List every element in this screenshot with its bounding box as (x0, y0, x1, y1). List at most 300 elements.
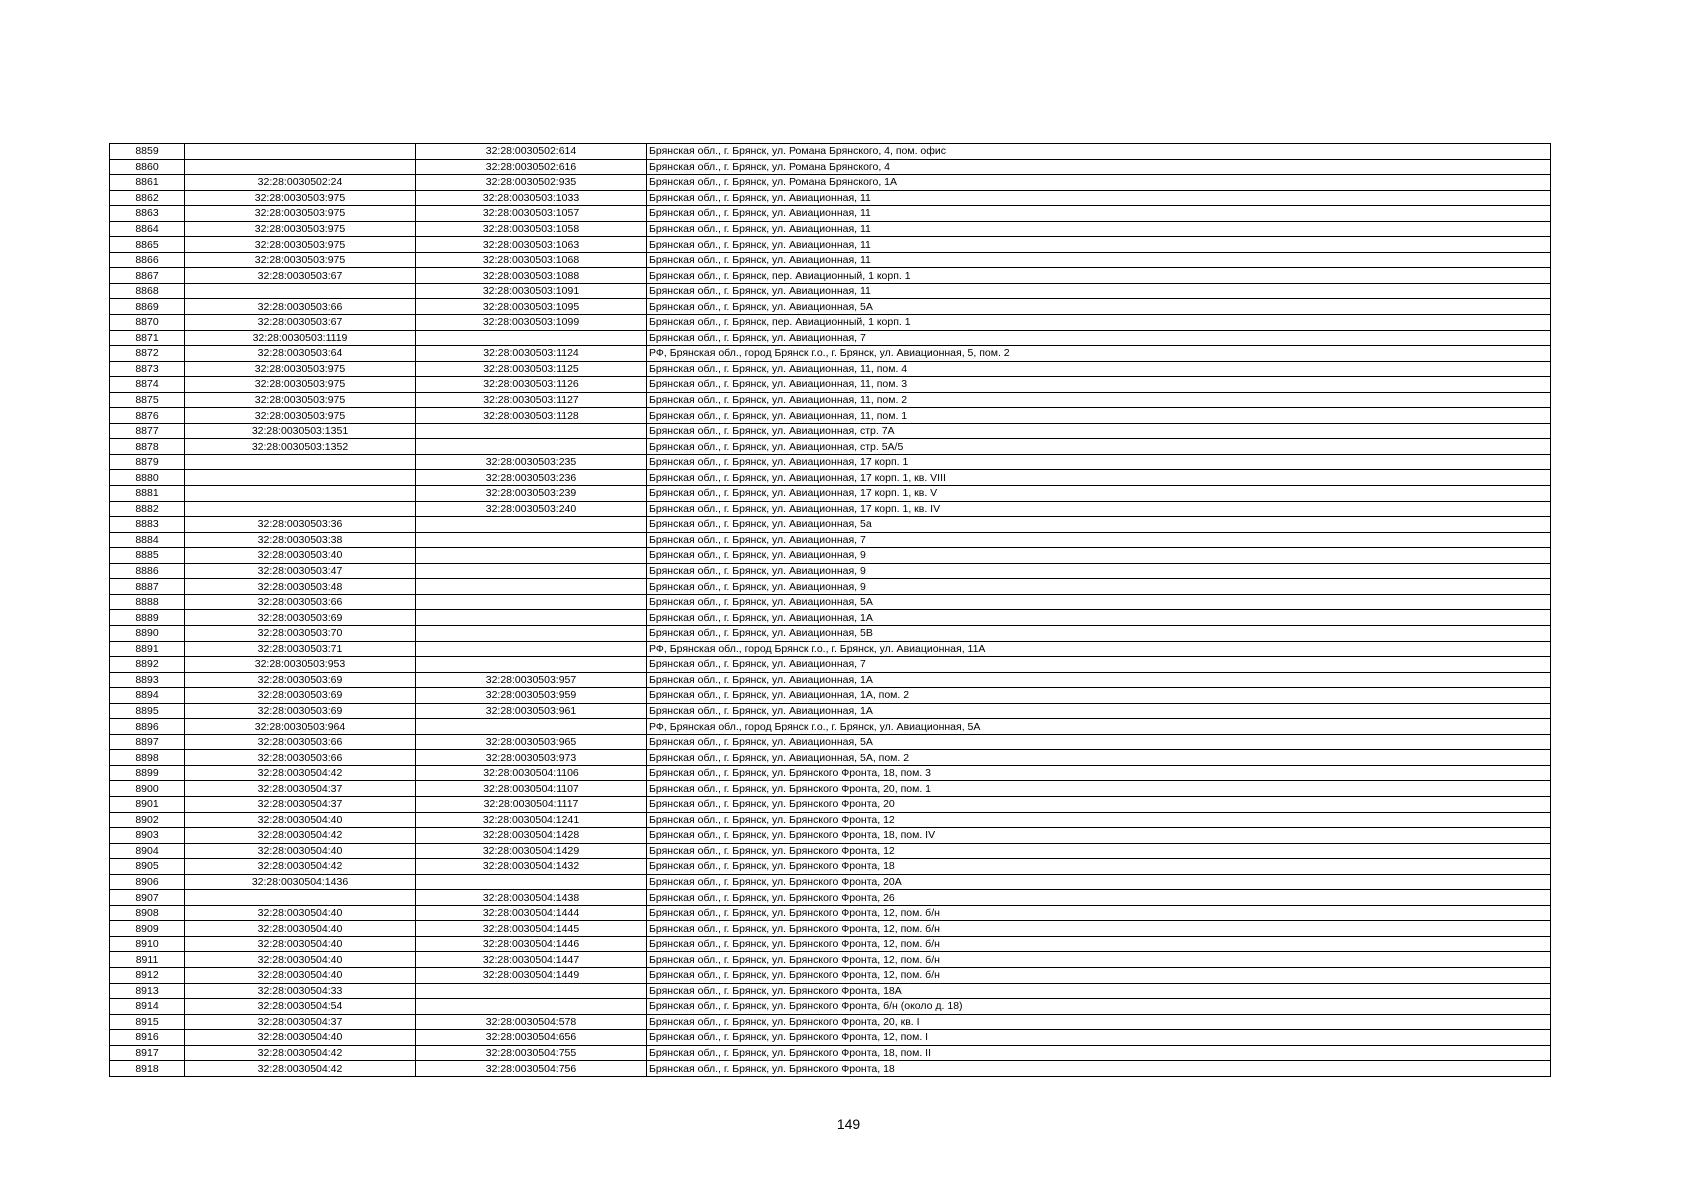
address-cell: Брянская обл., г. Брянск, ул. Авиационная, 7 (647, 330, 1551, 346)
page-number: 149 (836, 1116, 861, 1132)
table-row (110, 470, 1551, 486)
row-number-cell: 8911 (110, 952, 185, 968)
address-cell: Брянская обл., г. Брянск, ул. Брянского Фронта, 12, пом. б/н (647, 936, 1551, 952)
land-cadastral-number-cell: 32:28:0030504:42 (185, 765, 416, 781)
land-cadastral-number-cell: 32:28:0030504:40 (185, 905, 416, 921)
row-number-cell: 8894 (110, 688, 185, 704)
land-cadastral-number-cell: 32:28:0030503:38 (185, 532, 416, 548)
address-cell: Брянская обл., г. Брянск, ул. Авиационная, 11 (647, 206, 1551, 222)
land-cadastral-number-cell (185, 501, 416, 517)
object-cadastral-number-cell: 32:28:0030503:1033 (416, 190, 647, 206)
row-number-cell: 8874 (110, 377, 185, 393)
land-cadastral-number-cell: 32:28:0030503:69 (185, 610, 416, 626)
table-row (110, 843, 1551, 859)
object-cadastral-number-cell: 32:28:0030504:1106 (416, 765, 647, 781)
row-number-cell: 8864 (110, 221, 185, 237)
land-cadastral-number-cell: 32:28:0030503:975 (185, 252, 416, 268)
address-cell: Брянская обл., г. Брянск, ул. Брянского Фронта, 20, кв. I (647, 1014, 1551, 1030)
row-number-cell: 8914 (110, 999, 185, 1015)
address-cell: Брянская обл., г. Брянск, ул. Брянского Фронта, 26 (647, 890, 1551, 906)
land-cadastral-number-cell: 32:28:0030503:64 (185, 346, 416, 362)
object-cadastral-number-cell: 32:28:0030503:235 (416, 454, 647, 470)
address-cell: Брянская обл., г. Брянск, ул. Брянского Фронта, 18, пом. 3 (647, 765, 1551, 781)
address-cell: Брянская обл., г. Брянск, ул. Брянского Фронта, 18, пом. IV (647, 828, 1551, 844)
land-cadastral-number-cell: 32:28:0030503:975 (185, 377, 416, 393)
object-cadastral-number-cell: 32:28:0030503:1124 (416, 346, 647, 362)
object-cadastral-number-cell: 32:28:0030504:1444 (416, 905, 647, 921)
address-cell: Брянская обл., г. Брянск, ул. Авиационная, 17 корп. 1, кв. VIII (647, 470, 1551, 486)
object-cadastral-number-cell (416, 719, 647, 735)
land-cadastral-number-cell: 32:28:0030504:42 (185, 1061, 416, 1077)
address-cell: Брянская обл., г. Брянск, пер. Авиационный, 1 корп. 1 (647, 315, 1551, 331)
row-number-cell: 8865 (110, 237, 185, 253)
table-row (110, 268, 1551, 284)
land-cadastral-number-cell (185, 890, 416, 906)
land-cadastral-number-cell: 32:28:0030503:975 (185, 408, 416, 424)
land-cadastral-number-cell: 32:28:0030503:69 (185, 688, 416, 704)
object-cadastral-number-cell (416, 610, 647, 626)
land-cadastral-number-cell: 32:28:0030503:67 (185, 315, 416, 331)
table-row (110, 703, 1551, 719)
land-cadastral-number-cell: 32:28:0030504:40 (185, 812, 416, 828)
land-cadastral-number-cell: 32:28:0030504:42 (185, 828, 416, 844)
row-number-cell: 8915 (110, 1014, 185, 1030)
row-number-cell: 8904 (110, 843, 185, 859)
row-number-cell: 8899 (110, 765, 185, 781)
row-number-cell: 8873 (110, 361, 185, 377)
table-row (110, 377, 1551, 393)
address-cell: Брянская обл., г. Брянск, ул. Авиационная, 17 корп. 1 (647, 454, 1551, 470)
object-cadastral-number-cell: 32:28:0030503:965 (416, 734, 647, 750)
address-cell: РФ, Брянская обл., город Брянск г.о., г. Брянск, ул. Авиационная, 5А (647, 719, 1551, 735)
address-cell: Брянская обл., г. Брянск, ул. Авиационная, 1А (647, 703, 1551, 719)
address-cell: Брянская обл., г. Брянск, ул. Авиационная, 9 (647, 563, 1551, 579)
land-cadastral-number-cell: 32:28:0030504:40 (185, 1030, 416, 1046)
table-row (110, 563, 1551, 579)
address-cell: Брянская обл., г. Брянск, ул. Авиационная, 11 (647, 252, 1551, 268)
object-cadastral-number-cell: 32:28:0030503:1099 (416, 315, 647, 331)
address-cell: Брянская обл., г. Брянск, ул. Авиационная, 5А, пом. 2 (647, 750, 1551, 766)
address-cell: Брянская обл., г. Брянск, ул. Авиационная, стр. 5А/5 (647, 439, 1551, 455)
row-number-cell: 8890 (110, 625, 185, 641)
land-cadastral-number-cell: 32:28:0030502:24 (185, 175, 416, 191)
row-number-cell: 8889 (110, 610, 185, 626)
table-row (110, 423, 1551, 439)
object-cadastral-number-cell: 32:28:0030502:614 (416, 144, 647, 160)
table-row (110, 1045, 1551, 1061)
table-row (110, 796, 1551, 812)
land-cadastral-number-cell: 32:28:0030503:70 (185, 625, 416, 641)
object-cadastral-number-cell: 32:28:0030503:1091 (416, 283, 647, 299)
object-cadastral-number-cell (416, 439, 647, 455)
address-cell: РФ, Брянская обл., город Брянск г.о., г. Брянск, ул. Авиационная, 11А (647, 641, 1551, 657)
address-cell: Брянская обл., г. Брянск, ул. Авиационная, 5А (647, 734, 1551, 750)
land-cadastral-number-cell: 32:28:0030504:40 (185, 952, 416, 968)
row-number-cell: 8917 (110, 1045, 185, 1061)
table-row (110, 283, 1551, 299)
object-cadastral-number-cell: 32:28:0030504:1428 (416, 828, 647, 844)
table-row (110, 532, 1551, 548)
row-number-cell: 8872 (110, 346, 185, 362)
table-row (110, 548, 1551, 564)
object-cadastral-number-cell: 32:28:0030504:656 (416, 1030, 647, 1046)
table-row (110, 392, 1551, 408)
address-cell: Брянская обл., г. Брянск, ул. Авиационная, 11, пом. 2 (647, 392, 1551, 408)
land-cadastral-number-cell (185, 283, 416, 299)
row-number-cell: 8878 (110, 439, 185, 455)
table-row (110, 672, 1551, 688)
land-cadastral-number-cell: 32:28:0030504:33 (185, 983, 416, 999)
object-cadastral-number-cell (416, 594, 647, 610)
object-cadastral-number-cell: 32:28:0030503:1063 (416, 237, 647, 253)
row-number-cell: 8896 (110, 719, 185, 735)
address-cell: Брянская обл., г. Брянск, ул. Авиационная, 5А (647, 594, 1551, 610)
table-row (110, 1030, 1551, 1046)
table-row (110, 936, 1551, 952)
table-row (110, 967, 1551, 983)
address-cell: Брянская обл., г. Брянск, ул. Авиационная, 1А (647, 610, 1551, 626)
row-number-cell: 8907 (110, 890, 185, 906)
land-cadastral-number-cell: 32:28:0030504:40 (185, 967, 416, 983)
land-cadastral-number-cell: 32:28:0030503:1119 (185, 330, 416, 346)
address-cell: Брянская обл., г. Брянск, ул. Авиационная, 1А (647, 672, 1551, 688)
object-cadastral-number-cell: 32:28:0030504:1449 (416, 967, 647, 983)
object-cadastral-number-cell: 32:28:0030503:1058 (416, 221, 647, 237)
table-row (110, 688, 1551, 704)
address-cell: Брянская обл., г. Брянск, ул. Авиационная, 7 (647, 532, 1551, 548)
address-cell: Брянская обл., г. Брянск, ул. Брянского Фронта, б/н (около д. 18) (647, 999, 1551, 1015)
object-cadastral-number-cell (416, 532, 647, 548)
row-number-cell: 8908 (110, 905, 185, 921)
land-cadastral-number-cell: 32:28:0030504:42 (185, 1045, 416, 1061)
land-cadastral-number-cell: 32:28:0030504:37 (185, 796, 416, 812)
table-row (110, 486, 1551, 502)
row-number-cell: 8891 (110, 641, 185, 657)
row-number-cell: 8898 (110, 750, 185, 766)
address-cell: Брянская обл., г. Брянск, ул. Брянского Фронта, 20 (647, 796, 1551, 812)
object-cadastral-number-cell (416, 517, 647, 533)
address-cell: Брянская обл., г. Брянск, ул. Брянского Фронта, 18, пом. II (647, 1045, 1551, 1061)
address-cell: Брянская обл., г. Брянск, ул. Брянского Фронта, 20А (647, 874, 1551, 890)
address-cell: Брянская обл., г. Брянск, ул. Авиационная, 17 корп. 1, кв. IV (647, 501, 1551, 517)
object-cadastral-number-cell: 32:28:0030503:957 (416, 672, 647, 688)
object-cadastral-number-cell: 32:28:0030503:1128 (416, 408, 647, 424)
row-number-cell: 8909 (110, 921, 185, 937)
address-cell: Брянская обл., г. Брянск, ул. Авиационная, 11 (647, 237, 1551, 253)
address-cell: Брянская обл., г. Брянск, ул. Авиационная, 5а (647, 517, 1551, 533)
land-cadastral-number-cell: 32:28:0030503:47 (185, 563, 416, 579)
address-cell: Брянская обл., г. Брянск, ул. Брянского Фронта, 20, пом. 1 (647, 781, 1551, 797)
address-cell: Брянская обл., г. Брянск, ул. Брянского Фронта, 12 (647, 843, 1551, 859)
table-row (110, 299, 1551, 315)
row-number-cell: 8861 (110, 175, 185, 191)
table-row (110, 408, 1551, 424)
object-cadastral-number-cell: 32:28:0030504:1446 (416, 936, 647, 952)
row-number-cell: 8900 (110, 781, 185, 797)
table-row (110, 159, 1551, 175)
object-cadastral-number-cell: 32:28:0030504:1429 (416, 843, 647, 859)
table-row (110, 610, 1551, 626)
land-cadastral-number-cell: 32:28:0030503:40 (185, 548, 416, 564)
address-cell: Брянская обл., г. Брянск, ул. Авиационная, стр. 7А (647, 423, 1551, 439)
object-cadastral-number-cell: 32:28:0030504:1445 (416, 921, 647, 937)
row-number-cell: 8870 (110, 315, 185, 331)
object-cadastral-number-cell (416, 999, 647, 1015)
table-row (110, 175, 1551, 191)
object-cadastral-number-cell: 32:28:0030504:1241 (416, 812, 647, 828)
table-row (110, 905, 1551, 921)
table-row (110, 750, 1551, 766)
table-row (110, 346, 1551, 362)
address-cell: Брянская обл., г. Брянск, ул. Брянского Фронта, 12 (647, 812, 1551, 828)
object-cadastral-number-cell: 32:28:0030503:961 (416, 703, 647, 719)
land-cadastral-number-cell: 32:28:0030503:48 (185, 579, 416, 595)
address-cell: Брянская обл., г. Брянск, ул. Авиационная, 17 корп. 1, кв. V (647, 486, 1551, 502)
address-cell: РФ, Брянская обл., город Брянск г.о., г. Брянск, ул. Авиационная, 5, пом. 2 (647, 346, 1551, 362)
land-cadastral-number-cell (185, 144, 416, 160)
object-cadastral-number-cell: 32:28:0030503:1125 (416, 361, 647, 377)
row-number-cell: 8883 (110, 517, 185, 533)
land-cadastral-number-cell: 32:28:0030503:964 (185, 719, 416, 735)
object-cadastral-number-cell: 32:28:0030504:1107 (416, 781, 647, 797)
land-cadastral-number-cell: 32:28:0030503:975 (185, 237, 416, 253)
table-row (110, 641, 1551, 657)
address-cell: Брянская обл., г. Брянск, ул. Авиационная, 7 (647, 657, 1551, 673)
table-row (110, 1061, 1551, 1077)
land-cadastral-number-cell: 32:28:0030503:71 (185, 641, 416, 657)
object-cadastral-number-cell: 32:28:0030503:1057 (416, 206, 647, 222)
address-cell: Брянская обл., г. Брянск, ул. Романа Брянского, 1А (647, 175, 1551, 191)
land-cadastral-number-cell: 32:28:0030503:66 (185, 299, 416, 315)
land-cadastral-number-cell (185, 454, 416, 470)
row-number-cell: 8875 (110, 392, 185, 408)
land-cadastral-number-cell: 32:28:0030503:66 (185, 734, 416, 750)
row-number-cell: 8881 (110, 486, 185, 502)
object-cadastral-number-cell: 32:28:0030504:1432 (416, 859, 647, 875)
table-row (110, 874, 1551, 890)
table-row (110, 361, 1551, 377)
row-number-cell: 8895 (110, 703, 185, 719)
land-cadastral-number-cell (185, 159, 416, 175)
object-cadastral-number-cell: 32:28:0030504:755 (416, 1045, 647, 1061)
address-cell: Брянская обл., г. Брянск, пер. Авиационный, 1 корп. 1 (647, 268, 1551, 284)
table-row (110, 330, 1551, 346)
land-cadastral-number-cell: 32:28:0030503:69 (185, 703, 416, 719)
address-cell: Брянская обл., г. Брянск, ул. Авиационная, 11 (647, 221, 1551, 237)
row-number-cell: 8912 (110, 967, 185, 983)
object-cadastral-number-cell (416, 641, 647, 657)
land-cadastral-number-cell: 32:28:0030503:36 (185, 517, 416, 533)
land-cadastral-number-cell: 32:28:0030503:1352 (185, 439, 416, 455)
object-cadastral-number-cell: 32:28:0030503:973 (416, 750, 647, 766)
table-row (110, 237, 1551, 253)
object-cadastral-number-cell (416, 874, 647, 890)
land-cadastral-number-cell: 32:28:0030503:1351 (185, 423, 416, 439)
registry-table-body (110, 144, 1551, 1077)
row-number-cell: 8887 (110, 579, 185, 595)
table-row (110, 501, 1551, 517)
object-cadastral-number-cell (416, 625, 647, 641)
address-cell: Брянская обл., г. Брянск, ул. Авиационная, 11, пом. 4 (647, 361, 1551, 377)
row-number-cell: 8918 (110, 1061, 185, 1077)
address-cell: Брянская обл., г. Брянск, ул. Авиационная, 1А, пом. 2 (647, 688, 1551, 704)
object-cadastral-number-cell (416, 579, 647, 595)
land-cadastral-number-cell: 32:28:0030503:67 (185, 268, 416, 284)
object-cadastral-number-cell: 32:28:0030504:1447 (416, 952, 647, 968)
land-cadastral-number-cell: 32:28:0030503:66 (185, 750, 416, 766)
table-row (110, 921, 1551, 937)
object-cadastral-number-cell: 32:28:0030503:239 (416, 486, 647, 502)
row-number-cell: 8862 (110, 190, 185, 206)
address-cell: Брянская обл., г. Брянск, ул. Авиационная, 9 (647, 579, 1551, 595)
object-cadastral-number-cell: 32:28:0030502:935 (416, 175, 647, 191)
object-cadastral-number-cell (416, 563, 647, 579)
table-row (110, 454, 1551, 470)
object-cadastral-number-cell: 32:28:0030503:959 (416, 688, 647, 704)
table-row (110, 625, 1551, 641)
row-number-cell: 8910 (110, 936, 185, 952)
row-number-cell: 8880 (110, 470, 185, 486)
land-cadastral-number-cell: 32:28:0030503:975 (185, 361, 416, 377)
row-number-cell: 8867 (110, 268, 185, 284)
table-row (110, 594, 1551, 610)
row-number-cell: 8903 (110, 828, 185, 844)
address-cell: Брянская обл., г. Брянск, ул. Авиационная, 5В (647, 625, 1551, 641)
registry-table (109, 143, 1551, 1077)
land-cadastral-number-cell: 32:28:0030504:37 (185, 781, 416, 797)
table-row (110, 781, 1551, 797)
row-number-cell: 8901 (110, 796, 185, 812)
table-row (110, 252, 1551, 268)
table-row (110, 765, 1551, 781)
table-row (110, 812, 1551, 828)
land-cadastral-number-cell: 32:28:0030503:69 (185, 672, 416, 688)
land-cadastral-number-cell: 32:28:0030504:1436 (185, 874, 416, 890)
table-row (110, 719, 1551, 735)
table-row (110, 999, 1551, 1015)
table-row (110, 1014, 1551, 1030)
land-cadastral-number-cell: 32:28:0030504:42 (185, 859, 416, 875)
land-cadastral-number-cell: 32:28:0030503:975 (185, 190, 416, 206)
address-cell: Брянская обл., г. Брянск, ул. Брянского Фронта, 18 (647, 859, 1551, 875)
row-number-cell: 8871 (110, 330, 185, 346)
object-cadastral-number-cell: 32:28:0030503:1126 (416, 377, 647, 393)
land-cadastral-number-cell (185, 486, 416, 502)
land-cadastral-number-cell: 32:28:0030503:975 (185, 221, 416, 237)
table-row (110, 439, 1551, 455)
object-cadastral-number-cell: 32:28:0030502:616 (416, 159, 647, 175)
row-number-cell: 8893 (110, 672, 185, 688)
row-number-cell: 8882 (110, 501, 185, 517)
object-cadastral-number-cell: 32:28:0030503:1127 (416, 392, 647, 408)
land-cadastral-number-cell: 32:28:0030504:40 (185, 921, 416, 937)
table-row (110, 190, 1551, 206)
row-number-cell: 8868 (110, 283, 185, 299)
address-cell: Брянская обл., г. Брянск, ул. Авиационная, 11 (647, 283, 1551, 299)
land-cadastral-number-cell: 32:28:0030503:975 (185, 206, 416, 222)
object-cadastral-number-cell: 32:28:0030504:756 (416, 1061, 647, 1077)
row-number-cell: 8876 (110, 408, 185, 424)
object-cadastral-number-cell (416, 548, 647, 564)
address-cell: Брянская обл., г. Брянск, ул. Авиационная, 11 (647, 190, 1551, 206)
table-row (110, 734, 1551, 750)
object-cadastral-number-cell: 32:28:0030504:1117 (416, 796, 647, 812)
address-cell: Брянская обл., г. Брянск, ул. Авиационная, 11, пом. 3 (647, 377, 1551, 393)
row-number-cell: 8886 (110, 563, 185, 579)
row-number-cell: 8897 (110, 734, 185, 750)
address-cell: Брянская обл., г. Брянск, ул. Романа Брянского, 4 (647, 159, 1551, 175)
row-number-cell: 8916 (110, 1030, 185, 1046)
table-row (110, 144, 1551, 160)
object-cadastral-number-cell (416, 983, 647, 999)
land-cadastral-number-cell (185, 470, 416, 486)
object-cadastral-number-cell: 32:28:0030504:578 (416, 1014, 647, 1030)
address-cell: Брянская обл., г. Брянск, ул. Авиационная, 9 (647, 548, 1551, 564)
object-cadastral-number-cell: 32:28:0030503:236 (416, 470, 647, 486)
table-row (110, 517, 1551, 533)
table-row (110, 952, 1551, 968)
land-cadastral-number-cell: 32:28:0030504:37 (185, 1014, 416, 1030)
object-cadastral-number-cell: 32:28:0030504:1438 (416, 890, 647, 906)
table-row (110, 579, 1551, 595)
table-row (110, 828, 1551, 844)
table-row (110, 206, 1551, 222)
address-cell: Брянская обл., г. Брянск, ул. Брянского Фронта, 12, пом. б/н (647, 905, 1551, 921)
row-number-cell: 8866 (110, 252, 185, 268)
address-cell: Брянская обл., г. Брянск, ул. Романа Брянского, 4, пом. офис (647, 144, 1551, 160)
object-cadastral-number-cell: 32:28:0030503:1068 (416, 252, 647, 268)
table-row (110, 657, 1551, 673)
row-number-cell: 8860 (110, 159, 185, 175)
address-cell: Брянская обл., г. Брянск, ул. Брянского Фронта, 12, пом. I (647, 1030, 1551, 1046)
land-cadastral-number-cell: 32:28:0030503:975 (185, 392, 416, 408)
row-number-cell: 8863 (110, 206, 185, 222)
row-number-cell: 8902 (110, 812, 185, 828)
row-number-cell: 8859 (110, 144, 185, 160)
object-cadastral-number-cell: 32:28:0030503:240 (416, 501, 647, 517)
row-number-cell: 8879 (110, 454, 185, 470)
table-row (110, 315, 1551, 331)
land-cadastral-number-cell: 32:28:0030504:40 (185, 843, 416, 859)
land-cadastral-number-cell: 32:28:0030503:953 (185, 657, 416, 673)
address-cell: Брянская обл., г. Брянск, ул. Брянского Фронта, 18А (647, 983, 1551, 999)
address-cell: Брянская обл., г. Брянск, ул. Брянского Фронта, 18 (647, 1061, 1551, 1077)
row-number-cell: 8906 (110, 874, 185, 890)
table-row (110, 890, 1551, 906)
address-cell: Брянская обл., г. Брянск, ул. Брянского Фронта, 12, пом. б/н (647, 967, 1551, 983)
table-row (110, 221, 1551, 237)
row-number-cell: 8888 (110, 594, 185, 610)
land-cadastral-number-cell: 32:28:0030504:40 (185, 936, 416, 952)
row-number-cell: 8869 (110, 299, 185, 315)
address-cell: Брянская обл., г. Брянск, ул. Брянского Фронта, 12, пом. б/н (647, 952, 1551, 968)
table-row (110, 859, 1551, 875)
address-cell: Брянская обл., г. Брянск, ул. Авиационная, 11, пом. 1 (647, 408, 1551, 424)
object-cadastral-number-cell (416, 330, 647, 346)
land-cadastral-number-cell: 32:28:0030503:66 (185, 594, 416, 610)
land-cadastral-number-cell: 32:28:0030504:54 (185, 999, 416, 1015)
row-number-cell: 8885 (110, 548, 185, 564)
object-cadastral-number-cell (416, 423, 647, 439)
table-row (110, 983, 1551, 999)
address-cell: Брянская обл., г. Брянск, ул. Брянского Фронта, 12, пом. б/н (647, 921, 1551, 937)
address-cell: Брянская обл., г. Брянск, ул. Авиационная, 5А (647, 299, 1551, 315)
object-cadastral-number-cell (416, 657, 647, 673)
row-number-cell: 8884 (110, 532, 185, 548)
row-number-cell: 8892 (110, 657, 185, 673)
row-number-cell: 8877 (110, 423, 185, 439)
row-number-cell: 8905 (110, 859, 185, 875)
